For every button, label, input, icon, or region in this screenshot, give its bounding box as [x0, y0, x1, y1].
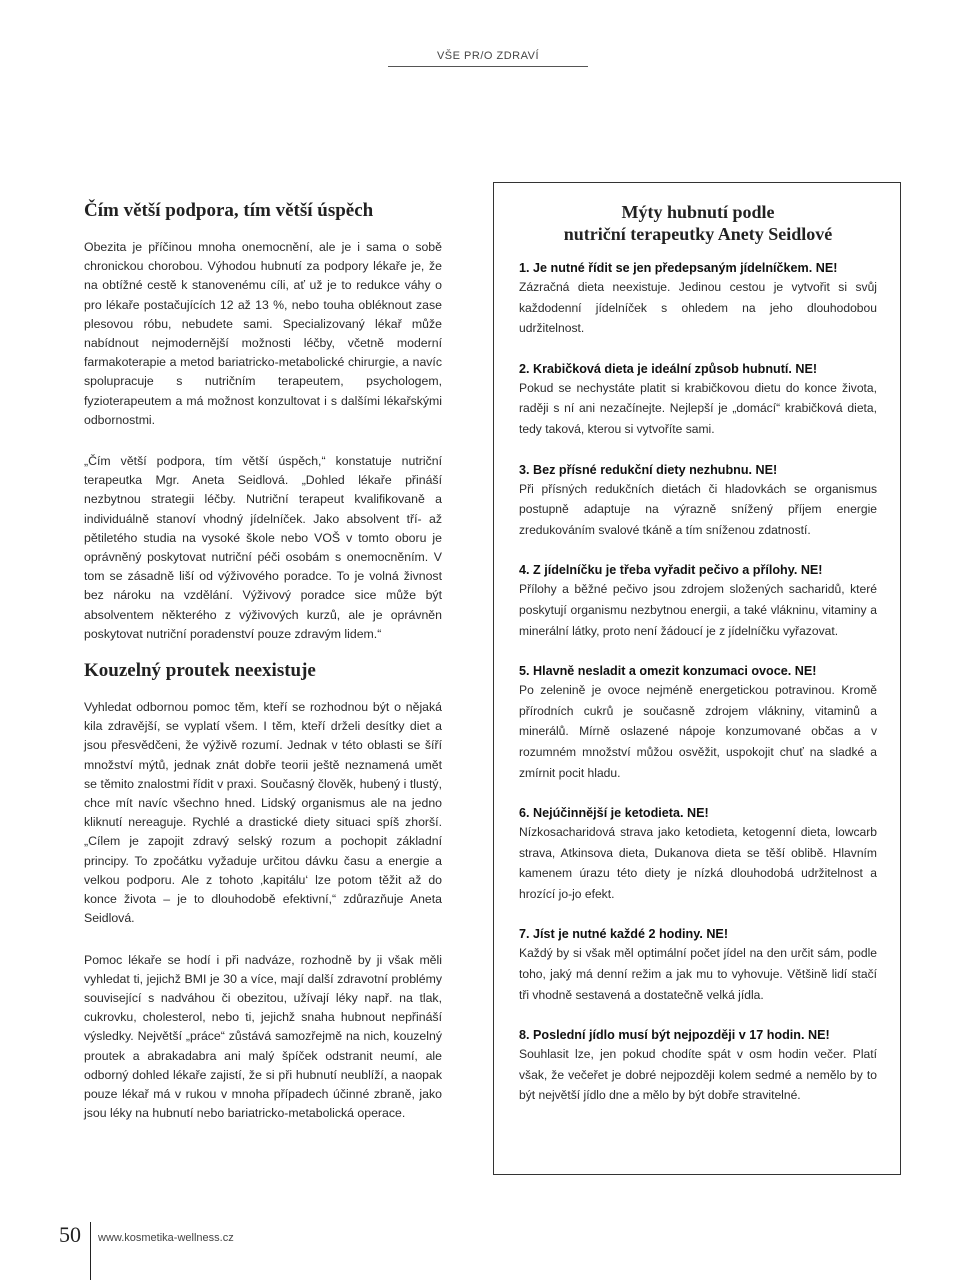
article-heading-1: Čím větší podpora, tím větší úspěch [84, 200, 374, 221]
article-paragraph: Pomoc lékaře se hodí i při nadváze, rozhodně by ji však měli vyhledat ti, jejichž BMI je 30 a více, mají další zdravotní problémy související s nadváhou či obezitou, užívají léky např. na tlak, cukrovku, cholesterol, nebo ti, jejichž snaha hubnout nepřináší výsledky. Největší „práce“ zůstává samozřejmě na nich, kouzelný proutek a abrakadabra ani malý špíček odstranit neumí, ale odborný dohled lékaře zajistí, že si při hubnutí neublíží, a naopak pouze lékař má v rukou v mnoha případech účinné zbraně, jako jsou léky na hubnutí nebo bariatricko-metabolická operace. [84, 952, 442, 1121]
myth-answer: Zázračná dieta neexistuje. Jedinou cestou je vytvořit si svůj každodenní jídelníček s ohledem na jeho dlouhodobou udržitelnost. [519, 280, 877, 336]
website-link[interactable]: www.kosmetika-wellness.cz [98, 1232, 234, 1244]
myth-answer: Při přísných redukčních dietách či hladovkách se organismus postupně adaptuje na výrazně snížený příjem energie zredukováním svalové tkáně a tím sníženou zdatností. [519, 481, 877, 537]
myth-item [519, 259, 877, 339]
myth-question: 6. Nejúčinnější je ketodieta. NE! [519, 806, 709, 821]
myth-item [519, 360, 877, 440]
myth-item [519, 804, 877, 904]
article-paragraph: Vyhledat odbornou pomoc těm, kteří se rozhodnou být o nějaká kila zdravější, se vyplatí všem. I těm, kteří drželi desítky diet a jsou přesvědčeni, že výživě rozumí. Jednak v této oblasti se šíří množství mýtů, jednak znát dobře teorii ještě neznamená umět se těmito znalostmi řídit v praxi. Současný člověk, hubený i tlustý, chce mít navíc všechno hned. Lidský organismus ale na jedno kliknutí nereaguje. Rychlé a drastické diety situaci spíš zhorší. „Cílem je zapojit zdravý selský rozum a pochopit základní principy. To zpočátku vyžaduje určitou dávku času a energie a velkou podporu. Ale z tohoto ‚kapitálu‘ lze potom těžit až do konce života – je to dlouhodobě efektivní,“ zdůrazňuje Aneta Seidlová. [84, 700, 442, 926]
myth-question: 3. Bez přísné redukční diety nezhubnu. NE! [519, 462, 778, 477]
section-header: VŠE PR/O ZDRAVÍ [388, 50, 588, 67]
myth-question: 8. Poslední jídlo musí být nejpozději v 17 hodin. NE! [519, 1028, 830, 1043]
myth-answer: Po zelenině je ovoce nejméně energetickou potravinou. Kromě přírodních cukrů je současně zdrojem vlákniny, vitaminů a minerálů. Mírně oslazené nápoje konzumované občas a v rozumném množství můžou osvěžit, uspokojit chuť na sladké a zmírnit pocit hladu. [519, 683, 877, 780]
myth-item [519, 561, 877, 641]
myth-item [519, 662, 877, 783]
myth-answer: Souhlasit lze, jen pokud chodíte spát v osm hodin večer. Platí však, že večeřet je dobré nejpozději kolem sedmé a nemělo by to být největší jídlo dne a mělo by být dobře stravitelné. [519, 1047, 877, 1103]
myth-answer: Nízkosacharidová strava jako ketodieta, ketogenní dieta, lowcarb strava, Atkinsova dieta, Dukanova dieta se těší oblibě. Hlavním kamenem úrazu této diety je nízká dlouhodobá udržitelnost a hrozící jo-jo efekt. [519, 825, 877, 901]
myths-sidebar-box [493, 182, 901, 1175]
myth-answer: Každý by si však měl optimální počet jídel na den určit sám, podle toho, jaký má denní režim a jak mu to vyhovuje. Většině lidí stačí tři vhodně sestavená a dostatečně velká jídla. [519, 946, 877, 1002]
myth-answer: Pokud se nechystáte platit si krabičkovou dietu do konce života, raději s ní ani nezačínejte. Nejlepší je „domácí“ krabičková dieta, tedy taková, kterou si vytvoříte sami. [519, 380, 877, 436]
myth-question: 1. Je nutné řídit se jen předepsaným jídelníčkem. NE! [519, 261, 838, 275]
page-number: 50 [59, 1222, 81, 1247]
myth-answer: Přílohy a běžné pečivo jsou zdrojem složených sacharidů, které poskytují organismu nezbytnou energii, a také vlákninu, vitaminy a minerální látky, proto není žádoucí je z jídelníčku vyřazovat. [519, 582, 877, 638]
box-title-line-1: Mýty hubnutí podle [621, 202, 775, 222]
box-title-line-2: nutriční terapeutky Anety Seidlové [563, 224, 833, 244]
myth-question: 5. Hlavně nesladit a omezit konzumaci ovoce. NE! [519, 664, 817, 679]
article-paragraph: Obezita je příčinou mnoha onemocnění, ale je i sama o sobě chronickou chorobou. Výhodou hubnutí za podpory lékaře je, že na obtížné cestě k stanovenému cíli, ať už je to redukce váhy o pro lékaře postačujících 12 až 13 %, nebo touha obléknout zase plesovou róbu, nebudete sami. Specializovaný lékař může nabídnout nejmodernější možnosti léčby, včetně moderní farmakoterapie a metod bariatricko-metabolické chirurgie, a navíc spolupracuje s nutričním terapeutem, psychologem, fyzioterapeutem a má možnost konzultovat i s dalšími lékařskými odbornostmi. [84, 240, 442, 427]
myth-question: 4. Z jídelníčku je třeba vyřadit pečivo a přílohy. NE! [519, 563, 823, 578]
article-heading-2: Kouzelný proutek neexistuje [84, 660, 316, 682]
myth-item [519, 461, 877, 541]
article-paragraph: „Čím větší podpora, tím větší úspěch,“ konstatuje nutriční terapeutka Mgr. Aneta Seidlová. „Dohled lékaře přináší nezbytnou strategii léčby. Nutriční terapeut kvalifikovaně a individuálně stanoví vhodný jídelníček. Jako absolvent tří- až pětiletého studia na vysoké škole nebo VOŠ v tomto oboru je oprávněný poskytovat nutriční péči osobám s onemocněním. V tom se zásadně liší od výživového poradce. To je volná živnost bez nároku na vzdělání. Výživový poradce sice může být absolventem některého z výživových kurzů, ale je oprávněn poskytovat nutriční poradenství pouze zdravým lidem.“ [84, 454, 442, 641]
myth-item [519, 1026, 877, 1106]
myth-question: 7. Jíst je nutné každé 2 hodiny. NE! [519, 927, 729, 942]
box-title [519, 201, 877, 245]
myth-question: 2. Krabičková dieta je ideální způsob hubnutí. NE! [519, 361, 818, 376]
article-column [84, 200, 442, 1145]
myth-item [519, 925, 877, 1005]
footer-divider [90, 1222, 91, 1280]
